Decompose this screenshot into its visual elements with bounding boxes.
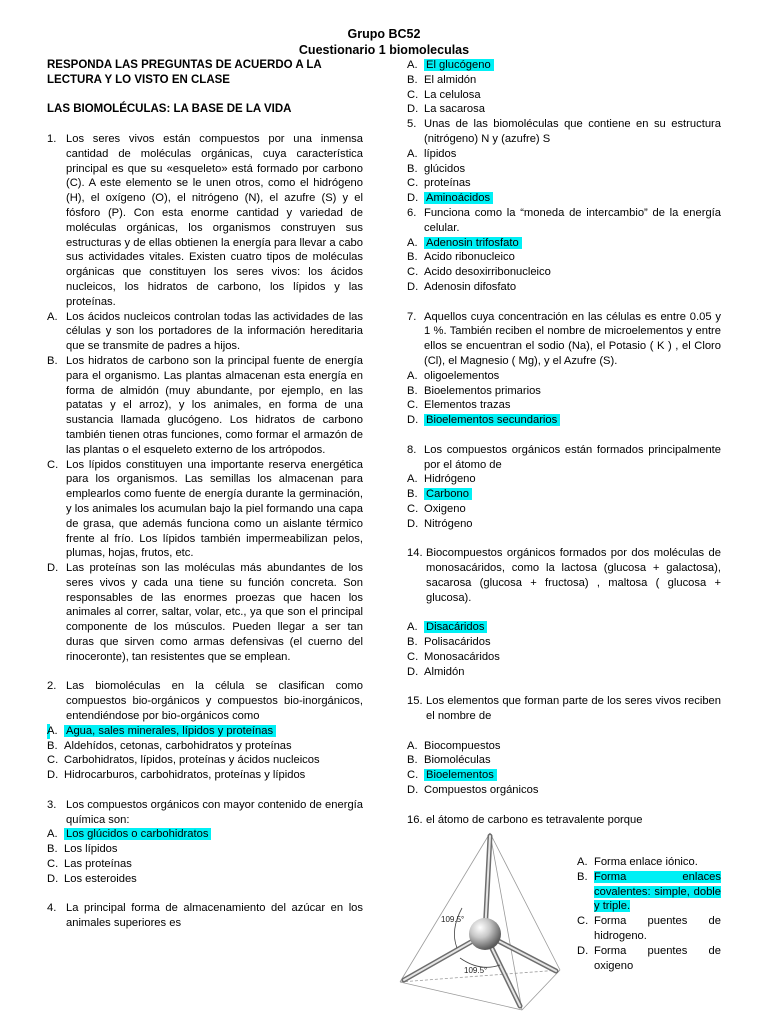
highlighted-answer: Aminoácidos	[424, 192, 493, 204]
document-title: Grupo BC52	[347, 27, 421, 41]
q8-option-d: D. Nitrógeno	[407, 517, 473, 530]
question-1	[47, 132, 363, 310]
q3-option-a: A. Los glúcidos o carbohidratos	[47, 827, 363, 842]
q8-option-c: C. Oxigeno	[407, 502, 466, 515]
q16-option-a: A. Forma enlace iónico.	[577, 856, 698, 868]
q4-option-d: D. La sacarosa	[407, 103, 485, 116]
q6-option-a: A. Adenosin trifosfato	[407, 236, 721, 251]
highlighted-answer: Disacáridos	[424, 621, 487, 633]
q1-option-a: A. Los ácidos nucleicos controlan todas las actividades de las células y son los portadores de la información hereditaria que se transmite de padres a hijos.	[47, 310, 363, 353]
q8-option-b: B. Carbono	[407, 487, 721, 502]
instruction-heading: RESPONDA LAS PREGUNTAS DE ACUERDO A LA LECTURA Y LO VISTO EN CLASE	[47, 59, 322, 86]
question-8: 8. Los compuestos orgánicos están formados principalmente por el átomo de	[407, 443, 721, 471]
q1-option-d: D. Las proteínas son las moléculas más abundantes de los seres vivos y cada una tiene su función concreta. Son responsables de las enormes proezas que hacen los animales al correr, saltar, volar, etc., ya que son el principal componente de los músculos. Pueden llegar a ser tan duras que sirven como armas defensivas (el cuerno del rinoceronte), tan resistentes que se emplean.	[47, 562, 363, 663]
q2-option-d: D. Hidrocarburos, carbohidratos, proteínas y lípidos	[47, 769, 306, 782]
q8-option-a: A. Hidrógeno	[407, 473, 476, 486]
left-column	[47, 58, 363, 931]
question-14: 14. Biocompuestos orgánicos formados por dos moléculas de monosacáridos, como la lactosa (glucosa + galactosa), sacarosa (glucosa + fructosa) , maltosa ( glucosa + glucosa).	[407, 547, 721, 604]
q3-option-c: C. Las proteínas	[47, 858, 132, 871]
q5-option-c: C. proteínas	[407, 177, 471, 190]
highlighted-answer: Adenosin trifosfato	[424, 237, 522, 249]
q1-option-c: C. Los lípidos constituyen una importante reserva energética para los organismos. Las semillas los almacenan para emplearlos como fuente de energía durante la germinación, y los animales los acumulan bajo la piel formando una capa de grasa, que además funciona como un aislante térmico frente al frío. Los lípidos también impermeabilizan pelos, plumas, hojas, frutos, etc.	[47, 458, 363, 560]
q14-option-a: A. Disacáridos	[407, 620, 721, 635]
q14-option-d: D. Almidón	[407, 665, 465, 678]
q6-option-b: B. Acido ribonucleico	[407, 251, 515, 264]
question-6: 6. Funciona como la “moneda de intercambio” de la energía celular.	[407, 206, 721, 234]
highlighted-answer: Bioelementos secundarios	[424, 414, 560, 426]
angle-arc-1	[454, 908, 462, 948]
highlighted-answer: El glucógeno	[424, 59, 494, 71]
q7-option-b: B. Bioelementos primarios	[407, 384, 541, 397]
q14-option-b: B. Polisacáridos	[407, 636, 491, 649]
highlighted-answer: Carbono	[424, 488, 472, 500]
q5-option-b: B. glúcidos	[407, 162, 466, 175]
q6-option-c: C. Acido desoxirribonucleico	[407, 266, 551, 279]
question-text: Los seres vivos están compuestos por una inmensa cantidad de moléculas orgánicas, cuya característica principal es que su «esqueleto» está formado por carbono (C). A este elemento se le unen otros, como el hidrógeno (H), el oxígeno (O), el nitrógeno (N), el azufre (S) y el fósforo (P). Con esta enorme cantidad y variedad de moléculas orgánicas, los organismos construyen sus estructuras y de ellas obtienen la energía para llevar a cabo sus actividades vitales. Existen cuatro tipos de moléculas orgánicas que constituyen los seres vivos: los ácidos nucleicos, los hidratos de carbono, los lípidos y las proteínas.	[66, 132, 363, 308]
q15-option-c: C. Bioelementos	[407, 768, 721, 783]
q16-option-b: B. Forma enlaces covalentes: simple, doble y triple.	[577, 870, 721, 913]
q3-option-d: D. Los esteroides	[47, 872, 137, 885]
section-heading: LAS BIOMOLÉCULAS: LA BASE DE LA VIDA	[47, 103, 292, 116]
carbon-atom	[469, 918, 501, 950]
highlighted-answer: Bioelementos	[424, 769, 497, 781]
q2-option-a: A. Agua, sales minerales, lípidos y proteínas	[47, 724, 363, 739]
q7-option-a: A. oligoelementos	[407, 369, 500, 382]
highlighted-answer: Los glúcidos o carbohidratos	[64, 828, 211, 840]
q14-option-c: C. Monosacáridos	[407, 650, 500, 663]
angle-label-1: 109.5°	[441, 915, 465, 924]
q1-option-b: B. Los hidratos de carbono son la principal fuente de energía para el organismo. Las plantas almacenan esta energía en forma de almidón (muy abundante, por ejemplo, en las patatas y el arroz), y los animales, en forma de una sustancia llamada glucógeno. Los hidratos de carbono también tienen otras funciones, como formar el armazón de las plantas o el esqueleto externo de los artrópodos.	[47, 354, 363, 456]
question-3: 3. Los compuestos orgánicos con mayor contenido de energía química son:	[47, 798, 363, 826]
highlighted-answer: Forma enlaces covalentes: simple, doble y triple.	[594, 870, 721, 913]
q6-option-d: D. Adenosin difosfato	[407, 280, 517, 293]
q4-option-b: B. El almidón	[407, 73, 477, 86]
q5-option-a: A. lípidos	[407, 147, 457, 160]
question-15: 15. Los elementos que forman parte de los seres vivos reciben el nombre de	[407, 695, 721, 723]
question-2: 2. Las biomoléculas en la célula se clasifican como compuestos bio-orgánicos y compuestos bio-inorgánicos, entendiéndose por bio-orgánicos como	[47, 680, 363, 723]
q16-option-d: D. Forma puentes de oxigeno	[577, 944, 721, 972]
q15-option-d: D. Compuestos orgánicos	[407, 784, 539, 797]
q16-option-c: C. Forma puentes de hidrogeno.	[577, 915, 721, 942]
q4-option-a: A. El glucógeno	[407, 58, 721, 73]
q2-option-b: B. Aldehídos, cetonas, carbohidratos y proteínas	[47, 739, 292, 752]
tetrahedral-carbon-figure	[392, 830, 562, 1012]
q5-option-d: D. Aminoácidos	[407, 191, 721, 206]
q3-option-b: B. Los lípidos	[47, 843, 118, 856]
q15-option-b: B. Biomoléculas	[407, 754, 491, 767]
highlighted-answer: Agua, sales minerales, lípidos y proteínas	[64, 725, 276, 737]
q7-option-d: D. Bioelementos secundarios	[407, 413, 721, 428]
question-4: 4. La principal forma de almacenamiento del azúcar en los animales superiores es	[47, 902, 363, 930]
question-number: 1.	[47, 132, 57, 145]
right-column	[407, 58, 721, 827]
q15-option-a: A. Biocompuestos	[407, 739, 501, 752]
q16-options	[577, 855, 721, 973]
q7-option-c: C. Elementos trazas	[407, 399, 511, 412]
angle-label-2: 109.5°	[464, 966, 488, 975]
question-5: 5. Unas de las biomoléculas que contiene en su estructura (nitrógeno) N y (azufre) S	[407, 118, 721, 145]
document-subtitle: Cuestionario 1 biomoleculas	[298, 43, 470, 57]
question-16: 16. el átomo de carbono es tetravalente porque	[407, 813, 643, 826]
q2-option-c: C. Carbohidratos, lípidos, proteínas y ácidos nucleicos	[47, 754, 320, 767]
question-7: 7. Aquellos cuya concentración en las células es entre 0.05 y 1 %. También reciben el nombre de microelementos y entre ellos se encuentran el sodio (Na), el Potasio ( K ) , el Cloro (Cl), el Magnesio ( Mg), y el Azufre (S).	[407, 310, 721, 367]
q4-option-c: C. La celulosa	[407, 88, 481, 101]
